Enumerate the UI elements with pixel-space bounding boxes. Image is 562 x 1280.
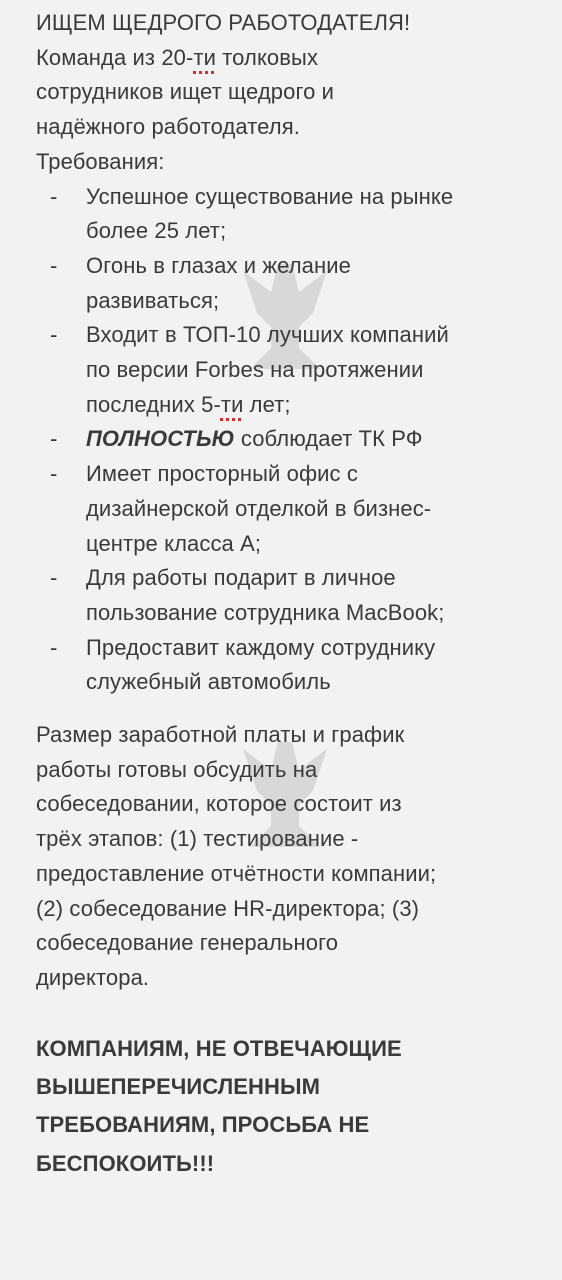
item-text: Предоставит каждому сотруднику (86, 634, 436, 660)
intro-line: сотрудников ищет щедрого и (36, 79, 335, 105)
intro-line (36, 41, 546, 76)
text-part: Команда из 20- (36, 44, 194, 70)
closing-warning (36, 1030, 546, 1183)
list-item (36, 457, 546, 561)
item-text: дизайнерской отделкой в бизнес- (86, 495, 432, 521)
warning-line: КОМПАНИЯМ, НЕ ОТВЕЧАЮЩИЕ (36, 1035, 402, 1061)
text-part: соблюдает ТК РФ (234, 426, 423, 452)
text-part: толковых (216, 44, 319, 70)
list-item (36, 631, 546, 700)
emphasis-text: ПОЛНОСТЬЮ (86, 426, 235, 452)
item-text: Для работы подарит в личное (86, 565, 396, 591)
list-item (36, 561, 546, 630)
item-text: по версии Forbes на протяжении (86, 357, 424, 383)
list-item (36, 249, 546, 318)
dash-bullet: - (50, 634, 58, 660)
item-text (86, 388, 546, 423)
item-text: Огонь в глазах и желание (86, 252, 351, 278)
paragraph-line: работы готовы обсудить на (36, 756, 318, 782)
paragraph-line: директора. (36, 964, 150, 990)
warning-line: ТРЕБОВАНИЯМ, ПРОСЬБА НЕ (36, 1112, 370, 1138)
requirements-list (36, 180, 546, 701)
paragraph-line: предоставление отчётности компании; (36, 860, 437, 886)
item-text: развиваться; (86, 287, 220, 313)
item-text: пользование сотрудника MacBook; (86, 599, 445, 625)
notice-heading: ИЩЕМ ЩЕДРОГО РАБОТОДАТЕЛЯ! (36, 10, 411, 35)
paragraph-line: Размер заработной платы и график (36, 722, 405, 748)
paragraph-line: (2) собеседование HR-директора; (3) (36, 895, 420, 921)
intro (36, 6, 546, 145)
spellcheck-word: ти (193, 44, 217, 70)
text-part: лет; (243, 391, 291, 417)
dash-bullet: - (50, 252, 58, 278)
spellcheck-word: ти (220, 391, 244, 417)
paragraph-line: собеседовании, которое состоит из (36, 791, 402, 817)
item-text: более 25 лет; (86, 218, 227, 244)
paragraph-line: трёх этапов: (1) тестирование - (36, 826, 359, 852)
dash-bullet: - (50, 426, 58, 452)
dash-bullet: - (50, 322, 58, 348)
item-text: центре класса А; (86, 530, 262, 556)
item-text: Входит в ТОП-10 лучших компаний (86, 322, 449, 348)
job-notice (36, 6, 546, 1183)
dash-bullet: - (50, 461, 58, 487)
requirements-title: Требования: (36, 148, 165, 174)
list-item (36, 422, 546, 457)
item-text (86, 422, 546, 457)
dash-bullet: - (50, 183, 58, 209)
intro-line: надёжного работодателя. (36, 114, 300, 140)
text-part: последних 5- (86, 391, 221, 417)
item-text: Успешное существование на рынке (86, 183, 454, 209)
list-item (36, 180, 546, 249)
list-item (36, 318, 546, 422)
item-text: Имеет просторный офис с (86, 461, 358, 487)
dash-bullet: - (50, 565, 58, 591)
details-paragraph (36, 718, 546, 996)
item-text: служебный автомобиль (86, 669, 331, 695)
warning-line: БЕСПОКОИТЬ!!! (36, 1150, 215, 1176)
warning-line: ВЫШЕПЕРЕЧИСЛЕННЫМ (36, 1073, 321, 1099)
paragraph-line: собеседование генерального (36, 930, 339, 956)
